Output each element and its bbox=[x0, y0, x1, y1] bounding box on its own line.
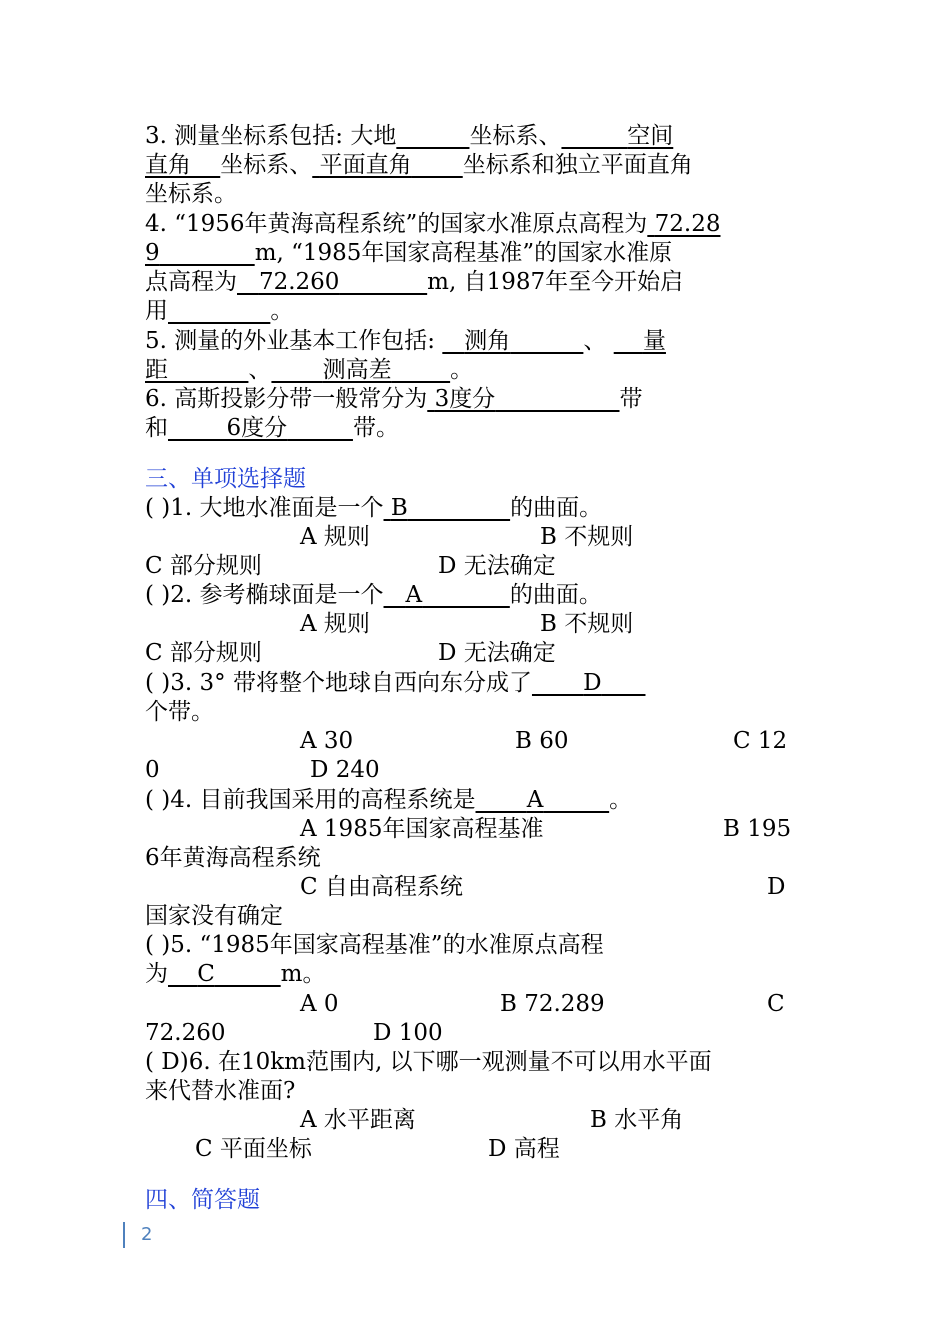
mc-q6-stem-cont: 来代替水准面? bbox=[145, 1078, 296, 1104]
fill-q3-line2: 直角 坐标系、 平面直角 坐标系和独立平面直角 bbox=[145, 152, 693, 178]
fill-q4-line3: 点高程为 72.260 m, 自1987年至今开始启 bbox=[145, 269, 684, 295]
mc-q5-stem: ( )5. “1985年国家高程基准”的水准原点高程 bbox=[145, 932, 604, 958]
mc-q4-stem: ( )4. 目前我国采用的高程系统是 A 。 bbox=[145, 787, 633, 813]
fill-q6-line2: 和 6度分 带。 bbox=[145, 415, 399, 441]
mc-q4-options-b-cont: 6年黄海高程系统 bbox=[145, 845, 321, 871]
mc-q4-options-d-cont: 国家没有确定 bbox=[145, 903, 283, 929]
fill-q4-line2: 9 m, “1985年国家高程基准”的国家水准原 bbox=[145, 240, 673, 266]
fill-q4-line4: 用 。 bbox=[145, 298, 294, 324]
mc-q2-stem: ( )2. 参考椭球面是一个 A 的曲面。 bbox=[145, 582, 602, 608]
mc-q3-stem: ( )3. 3° 带将整个地球自西向东分成了 D bbox=[145, 670, 602, 696]
mc-q3-stem-cont: 个带。 bbox=[145, 699, 214, 725]
mc-q5-stem-cont: 为 C m。 bbox=[145, 961, 326, 987]
fill-q5-line1: 5. 测量的外业基本工作包括: 测角 、 量 bbox=[145, 328, 666, 354]
fill-q3-line3: 坐标系。 bbox=[145, 181, 237, 207]
section-3-heading: 三、单项选择题 bbox=[145, 466, 306, 492]
section-4-heading: 四、简答题 bbox=[145, 1187, 260, 1213]
fill-q3-line1: 3. 测量坐标系包括: 大地 坐标系、 空间 bbox=[145, 123, 674, 149]
mc-q1-stem: ( )1. 大地水准面是一个 B 的曲面。 bbox=[145, 495, 603, 521]
page-number: 2 bbox=[123, 1222, 152, 1248]
fill-q4-line1: 4. “1956年黄海高程系统”的国家水准原点高程为 72.28 bbox=[145, 211, 721, 237]
fill-q5-line2: 距 、 测高差 。 bbox=[145, 357, 474, 383]
mc-q6-stem: ( D)6. 在10km范围内, 以下哪一观测量不可以用水平面 bbox=[145, 1049, 712, 1075]
fill-q6-line1: 6. 高斯投影分带一般常分为 3度分 带 bbox=[145, 386, 643, 412]
